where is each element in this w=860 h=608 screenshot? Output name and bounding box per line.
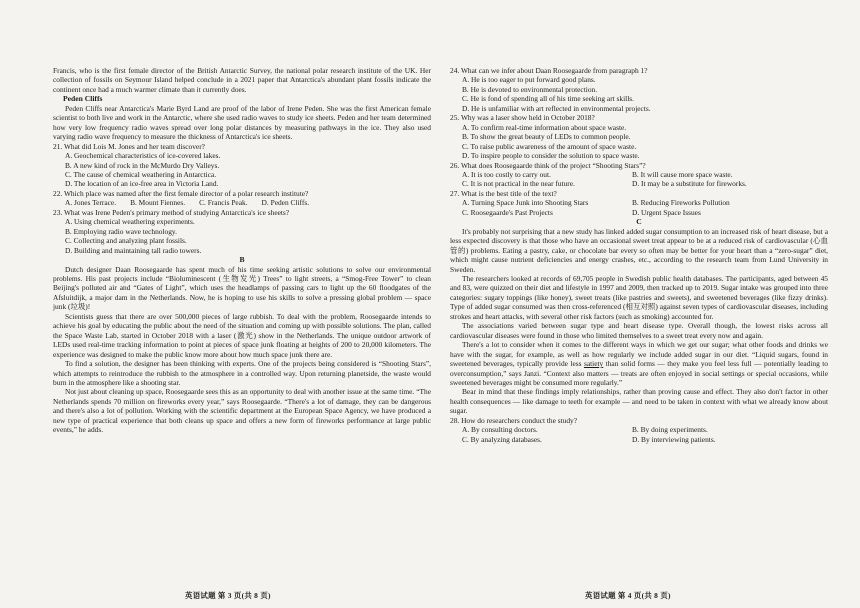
q22-option-b: B. Mount Fiennes. <box>130 198 186 208</box>
q26-option-c: C. It is not practical in the near future. <box>462 179 575 189</box>
question-25: 25. Why was a laser show held in October 2018? <box>450 113 595 123</box>
b-paragraph-3: To find a solution, the designer has been thinking with experts. One of the projects being considered is “Shooting Stars”, which attempts to reintroduce the rubbish to the atmosphere in a controlled way. Upon returning planetside, the waste would burn in the atmosphere like a shooting star. <box>53 359 431 387</box>
section-c-heading: C <box>636 217 642 227</box>
left-page <box>53 66 431 435</box>
q22-option-d: D. Peden Cliffs. <box>261 198 310 208</box>
question-23: 23. What was Irene Peden's primary method of studying Antarctica's ice sheets? <box>53 207 290 217</box>
question-24: 24. What can we infer about Daan Roosegaarde from paragraph 1? <box>450 66 648 75</box>
q21-option-d: D. The location of an ice-free area in Victoria Land. <box>65 179 219 189</box>
question-27: 27. What is the best title of the text? <box>450 188 557 198</box>
c-paragraph-4-part-1: There's a lot to consider when it comes to the different ways in which we get our sugar; what other foods and drinks we have with the sugar, for example, as well as how regularly we include added sugar in our diet. “Liquid sugars, found in sweetened beverages, typically provide less <box>450 340 828 369</box>
intro-paragraph: Francis, who is the first female director of the British Antarctic Survey, the national polar research institute of the UK. Her collection of fossils on Seymour Island helped conclude in a 2021 paper that Antarctica's abundant plant fossils indicate the continent once had a much warmer climate than it currently does. <box>53 66 431 94</box>
q25-option-d: D. To inspire people to consider the solution to space waste. <box>462 151 640 161</box>
q24-option-a: A. He is too eager to put forward good plans. <box>462 75 596 85</box>
q24-option-d: D. He is unfamiliar with art reflected in environmental projects. <box>462 103 651 113</box>
question-26: 26. What does Roosegaarde think of the project “Shooting Stars”? <box>450 160 646 170</box>
q27-options-row-1 <box>450 198 828 207</box>
q26-option-b: B. It will cause more space waste. <box>632 169 733 179</box>
q25-option-b: B. To show the great beauty of LEDs to common people. <box>462 132 631 142</box>
q27-option-d: D. Urgent Space Issues <box>632 207 701 217</box>
question-22: 22. Which place was named after the first female director of a polar research institute? <box>53 188 309 198</box>
q28-options-row-2 <box>450 435 828 444</box>
q28-options-row-1 <box>450 425 828 434</box>
q23-option-d: D. Building and maintaining tall radio towers. <box>65 245 202 255</box>
q22-options <box>53 198 431 207</box>
q21-option-b: B. A new kind of rock in the McMurdo Dry Valleys. <box>65 160 220 170</box>
q22-option-c: C. Francis Peak. <box>199 198 248 208</box>
question-21: 21. What did Lois M. Jones and her team discover? <box>53 141 205 151</box>
q23-option-a: A. Using chemical weathering experiments. <box>65 217 195 227</box>
b-paragraph-1: Dutch designer Daan Roosegaarde has spent much of his time seeking artistic solutions to solve our environmental problems. His past projects include “Bioluminescent (生物发光) Trees” to light streets, a “Smog-Free Tower” to clean Beijing's polluted air and “Gates of Light”, which uses the headlamps of passing cars to light up the 60 floodgates of the Afsluitdijk, a major dam in the Netherlands. Now, he is hoping to use his skills to solve a pressing global problem — space junk (垃圾)! <box>53 264 431 312</box>
b-paragraph-4: Not just about cleaning up space, Roosegaarde sees this as an opportunity to deal with another issue at the same time. “The Netherlands spends 70 million on fireworks every year,” says Roosegaarde. “There's a lot of damage, they can be dangerous and there's also a lot of pollution. Working with the scientific department at the European Space Agency, we have produced a new type of practical experience that both cleans up space and offers a new form of fireworks performance at large public events,” he adds. <box>53 387 431 435</box>
c-paragraph-1: It's probably not surprising that a new study has linked added sugar consumption to an increased risk of heart disease, but a less expected discovery is that those who have an occasional sweet treat appear to be at a reduced risk of cardiovascular (心血管的) problems. Eating a pastry, cake, or chocolate bar every so often may be better for your heart than a “zero-sugar” diet, which might cause nutrient deficiencies and energy crashes, etc., according to the research team from Lund University in Sweden. <box>450 226 828 274</box>
c-paragraph-4 <box>450 340 828 387</box>
question-28: 28. How do researchers conduct the study? <box>450 415 578 425</box>
c-paragraph-2: The researchers looked at records of 69,705 people in Swedish public health databases. The participants, aged between 45 and 83, were quizzed on their diet and lifestyle in 1997 and 2009, then tracked up to 2019. Sugar intake was grouped into three categories: sugary toppings (like honey), sweet treats (like pastries and sweets), and sweetened beverages (like fizzy drinks). Type of added sugar consumed was then cross-referenced (相互对照) against seven types of cardiovascular diseases, including strokes and heart attacks, with several other risk factors (such as smoking) accounted for. <box>450 273 828 321</box>
q27-options-row-2 <box>450 208 828 217</box>
q27-option-b: B. Reducing Fireworks Pollution <box>632 198 730 208</box>
q28-option-c: C. By analyzing databases. <box>462 434 542 444</box>
c-paragraph-5: Bear in mind that these findings imply relationships, rather than proving cause and effect. They also don't factor in other health consequences — like damage to teeth for example — and need to be taken in context with what we already know about sugar. <box>450 387 828 416</box>
q28-option-d: D. By interviewing patients. <box>632 434 716 444</box>
c-paragraph-4-part-2: than solid forms — they make you feel less full — potentially leading to overconsumption,” says Janzi. “Context also matters — treats are often enjoyed in social settings or special occasions, while sweetened beverages might be consumed more regularly.” <box>450 359 828 387</box>
q24-option-b: B. He is devoted to environmental protection. <box>462 84 598 94</box>
q24-option-c: C. He is fond of spending all of his time seeking art skills. <box>462 94 635 104</box>
q25-option-c: C. To raise public awareness of the amount of space waste. <box>462 141 637 151</box>
q27-option-c: C. Roosegaarde's Past Projects <box>462 207 553 217</box>
q21-option-c: C. The cause of chemical weathering in Antarctica. <box>65 169 217 179</box>
q21-option-a: A. Geochemical characteristics of ice-covered lakes. <box>65 151 221 161</box>
peden-paragraph: Peden Cliffs near Antarctica's Marie Byrd Land are proof of the labor of Irene Peden. She was the first American female scientist to both live and work in the Antarctic, where she used radio waves to study ice sheets. Peden and her team determined how very low frequency radio waves spread over long polar distances by measuring pathways in the ice. They also used varying radio wave frequency to measure the thickness of Antarctica's ice sheets. <box>53 103 431 142</box>
q28-option-a: A. By consulting doctors. <box>462 425 538 435</box>
q26-options-row-1 <box>450 170 828 179</box>
q26-option-a: A. It is too costly to carry out. <box>462 169 551 179</box>
q27-option-a: A. Turning Space Junk into Shooting Stars <box>462 198 589 208</box>
underlined-word-satiety: satiety <box>583 359 604 369</box>
q26-option-d: D. It may be a substitute for fireworks. <box>632 179 747 189</box>
b-paragraph-2: Scientists guess that there are over 500,000 pieces of large rubbish. To deal with the problem, Roosegaarde intends to achieve his goal by educating the public about the need of the situation and coming up with possible solutions. The plan, called the Space Waste Lab, started in October 2018 with a laser (激光) show in the Netherlands. The unique outdoor artwork of LEDs used real-time tracking information to point at pieces of space junk floating at heights of 200 to 20,000 kilometers. The experience was designed to make the public know more about how much space junk there are. <box>53 311 431 359</box>
q25-option-a: A. To confirm real-time information about space waste. <box>462 122 627 132</box>
q28-option-b: B. By doing experiments. <box>632 425 708 435</box>
heading-peden-cliffs: Peden Cliffs <box>63 94 103 104</box>
q22-option-a: A. Jones Terrace. <box>65 198 117 208</box>
right-page-footer: 英语试题 第 4 页(共 8 页) <box>585 591 671 600</box>
left-page-footer: 英语试题 第 3 页(共 8 页) <box>185 591 271 600</box>
c-paragraph-3: The associations varied between sugar type and heart disease type. Overall though, the lowest risks across all cardiovascular diseases were found in those who limited themselves to a sweet treat every now and again. <box>450 321 828 340</box>
q23-option-b: B. Employing radio wave technology. <box>65 226 177 236</box>
right-page <box>450 66 828 444</box>
q23-option-c: C. Collecting and analyzing plant fossils. <box>65 236 187 246</box>
q26-options-row-2 <box>450 179 828 188</box>
section-b-heading: B <box>239 255 245 265</box>
